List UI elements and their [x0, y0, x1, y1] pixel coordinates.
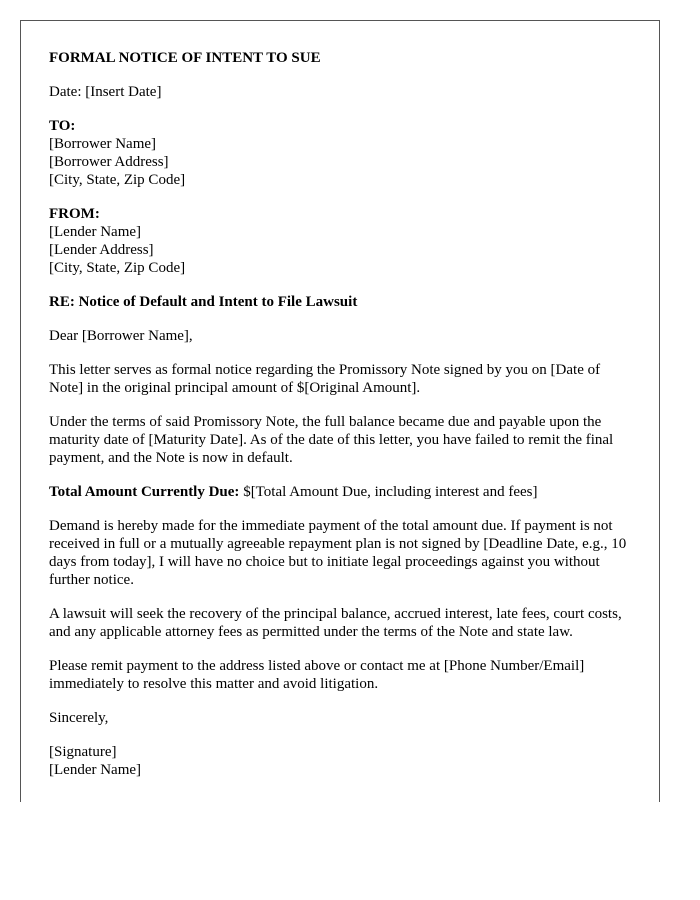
- paragraph-remit: Please remit payment to the address listed above or contact me at [Phone Number/Email] immediately to resolve this matter and avoid litigation.: [49, 658, 585, 692]
- letter-title: FORMAL NOTICE OF INTENT TO SUE: [49, 50, 321, 66]
- closing: Sincerely,: [49, 710, 109, 726]
- salutation: Dear [Borrower Name],: [49, 328, 193, 344]
- sender-block: [49, 205, 633, 277]
- letter-date: Date: [Insert Date]: [49, 84, 162, 100]
- sender-address: [Lender Address]: [49, 242, 154, 258]
- paragraph-default: Under the terms of said Promissory Note, the full balance became due and payable upon the maturity date of [Maturity Date]. As of the date of this letter, you have failed to remit the final payment, and the Note is now in default.: [49, 414, 614, 466]
- from-label: FROM:: [49, 206, 100, 222]
- total-due-value: $[Total Amount Due, including interest and fees]: [239, 484, 538, 500]
- letter-page: [20, 20, 660, 802]
- paragraph-lawsuit: A lawsuit will seek the recovery of the principal balance, accrued interest, late fees, court costs, and any applicable attorney fees as permitted under the terms of the Note and state law.: [49, 606, 622, 640]
- signer-name: [Lender Name]: [49, 762, 142, 778]
- sender-city-state-zip: [City, State, Zip Code]: [49, 260, 186, 276]
- recipient-address: [Borrower Address]: [49, 154, 169, 170]
- to-label: TO:: [49, 118, 76, 134]
- total-due-line: [49, 483, 633, 501]
- letter-content: [49, 49, 633, 795]
- paragraph-promissory-note: This letter serves as formal notice regarding the Promissory Note signed by you on [Date of Note] in the original principal amount of $[Original Amount].: [49, 362, 601, 396]
- total-due-label: Total Amount Currently Due:: [49, 484, 240, 500]
- signature: [Signature]: [49, 744, 117, 760]
- recipient-city-state-zip: [City, State, Zip Code]: [49, 172, 186, 188]
- subject-line: RE: Notice of Default and Intent to File Lawsuit: [49, 294, 358, 310]
- sender-name: [Lender Name]: [49, 224, 142, 240]
- signature-block: [49, 743, 633, 779]
- paragraph-demand: Demand is hereby made for the immediate payment of the total amount due. If payment is not received in full or a mutually agreeable repayment plan is not signed by [Deadline Date, e.g., 10 days from today], I will have no choice but to initiate legal proceedings against you without further notice.: [49, 518, 627, 588]
- recipient-name: [Borrower Name]: [49, 136, 157, 152]
- recipient-block: [49, 117, 633, 189]
